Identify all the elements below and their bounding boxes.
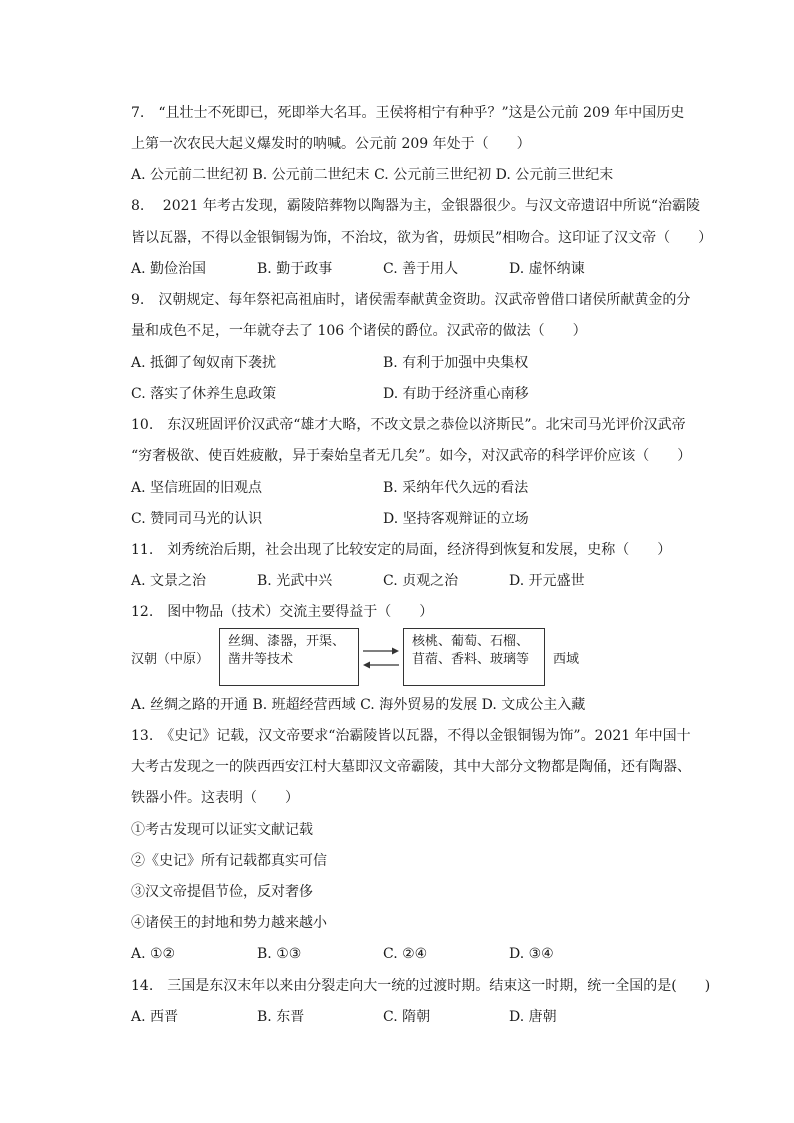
option-b: B. ①③ <box>257 946 302 962</box>
han-goods-line1: 丝绸、漆器，开渠、 <box>228 634 346 649</box>
han-goods-box <box>219 628 359 686</box>
option-a: A. 西晋 <box>131 1009 179 1025</box>
option-b: B. 东晋 <box>257 1009 305 1025</box>
left-region-label: 汉朝（中原） <box>131 652 210 667</box>
question-11-stem: 11. 刘秀统治后期，社会出现了比较安定的局面，经济得到恢复和发展，史称（ ） <box>131 542 672 558</box>
option-d: D. 唐朝 <box>509 1009 557 1025</box>
option-c: C. 善于用人 <box>383 261 459 277</box>
option-a: A. 抵御了匈奴南下袭扰 <box>131 355 277 371</box>
option-b: B. 采纳年代久远的看法 <box>383 480 529 496</box>
western-goods-line2: 苜蓿、香料、玻璃等 <box>412 652 530 667</box>
question-9-stem-line1: 9. 汉朝规定、每年祭祀高祖庙时，诸侯需奉献黄金资助。汉武帝曾借口诸侯所献黄金的分 <box>131 292 691 308</box>
question-13-stem-line1: 13. 《史记》记载，汉文帝要求“治霸陵皆以瓦器，不得以金银铜锡为饰”。2021 年中国十 <box>131 728 691 744</box>
option-c: C. 贞观之治 <box>383 573 459 589</box>
option-c: C. ②④ <box>383 946 428 962</box>
option-b: B. 勤于政事 <box>257 261 333 277</box>
option-c: C. 赞同司马光的认识 <box>131 511 263 527</box>
question-10-stem-line2: “穷奢极欲、使百姓疲敝，异于秦始皇者无几矣”。如今，对汉武帝的科学评价应该（ ） <box>131 448 692 464</box>
western-goods-line1: 核桃、葡萄、石榴、 <box>412 634 530 649</box>
option-d: D. ③④ <box>509 946 554 962</box>
option-a: A. 文景之治 <box>131 573 207 589</box>
question-13-item-3: ③汉文帝提倡节俭，反对奢侈 <box>131 884 313 900</box>
exchange-arrows-icon <box>361 636 401 678</box>
question-9-stem-line2: 量和成色不足，一年就夺去了 106 个诸侯的爵位。汉武帝的做法（ ） <box>131 323 587 339</box>
question-7-options: A. 公元前二世纪初 B. 公元前二世纪末 C. 公元前三世纪初 D. 公元前三世纪末 <box>131 167 614 183</box>
question-13-item-4: ④诸侯王的封地和势力越来越小 <box>131 915 327 931</box>
western-regions-goods-box <box>403 628 545 686</box>
option-a: A. 勤俭治国 <box>131 261 207 277</box>
question-13-item-1: ①考古发现可以证实文献记载 <box>131 822 313 838</box>
option-b: B. 光武中兴 <box>257 573 333 589</box>
option-d: D. 有助于经济重心南移 <box>383 386 529 402</box>
question-8-stem-line1: 8. 2021 年考古发现，霸陵陪葬物以陶器为主，金银器很少。与汉文帝遗诏中所说“治霸陵 <box>131 198 701 214</box>
option-c: C. 隋朝 <box>383 1009 431 1025</box>
right-region-label: 西域 <box>553 652 580 667</box>
question-7-stem-line2: 上第一次农民大起义爆发时的呐喊。公元前 209 年处于（ ） <box>131 136 531 152</box>
question-14-stem: 14. 三国是东汉末年以来由分裂走向大一统的过渡时期。结束这一时期，统一全国的是( ) <box>131 978 711 994</box>
question-12-options: A. 丝绸之路的开通 B. 班超经营西域 C. 海外贸易的发展 D. 文成公主入藏 <box>131 697 586 713</box>
question-7-stem-line1: 7. “且壮士不死即已，死即举大名耳。王侯将相宁有种乎？”这是公元前 209 年中国历史 <box>131 105 685 121</box>
option-d: D. 开元盛世 <box>509 573 585 589</box>
option-a: A. 坚信班固的旧观点 <box>131 480 263 496</box>
option-a: A. ①② <box>131 946 176 962</box>
option-d: D. 虚怀纳谏 <box>509 261 585 277</box>
question-13-stem-line2: 大考古发现之一的陕西西安江村大墓即汉文帝霸陵，其中大部分文物都是陶俑，还有陶器、 <box>131 759 691 775</box>
option-b: B. 有利于加强中央集权 <box>383 355 529 371</box>
question-10-stem-line1: 10. 东汉班固评价汉武帝“雄才大略，不改文景之恭俭以济斯民”。北宋司马光评价汉武帝 <box>131 417 686 433</box>
exchange-diagram <box>131 628 611 686</box>
option-d: D. 坚持客观辩证的立场 <box>383 511 529 527</box>
question-12-stem: 12. 图中物品（技术）交流主要得益于（ ） <box>131 604 434 620</box>
question-13-stem-line3: 铁器小件。这表明（ ） <box>131 790 299 806</box>
option-c: C. 落实了休养生息政策 <box>131 386 277 402</box>
question-8-stem-line2: 皆以瓦器，不得以金银铜锡为饰，不治坟，欲为省，毋烦民”相吻合。这印证了汉文帝（ ） <box>131 230 713 246</box>
question-13-item-2: ②《史记》所有记载都真实可信 <box>131 853 327 869</box>
han-goods-line2: 凿井等技术 <box>228 652 294 667</box>
